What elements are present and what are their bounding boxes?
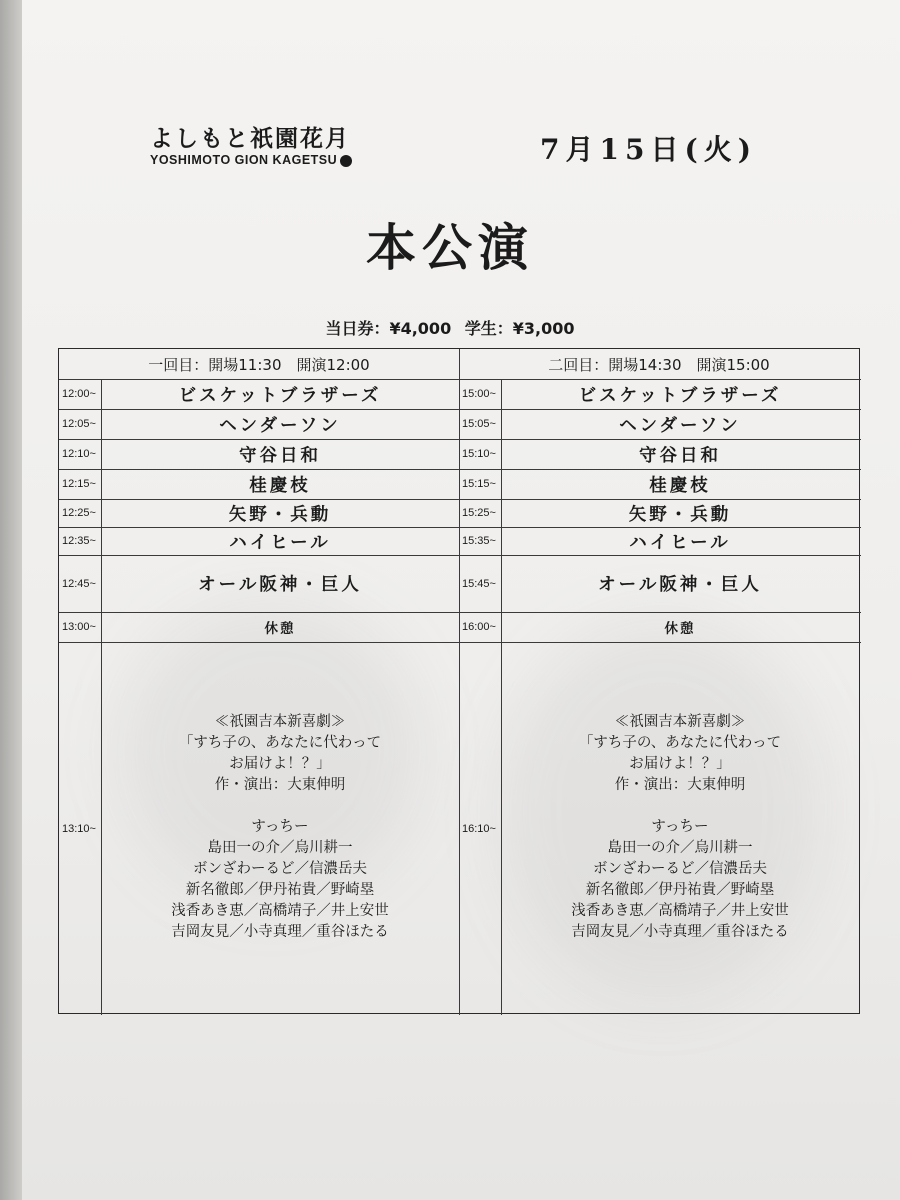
cast-line: 新名徹郎／伊丹祐貴／野崎塁 — [185, 882, 375, 898]
sheet-left-edge — [0, 0, 22, 1200]
cast-line: 吉岡友見／小寺真理／重谷ほたる — [571, 924, 789, 940]
time-slot: 13:00~ — [62, 621, 96, 633]
cast-line: 島田一の介／烏川耕一 — [207, 840, 353, 856]
cast-line: 浅香あき恵／高橋靖子／井上安世 — [171, 903, 389, 919]
time-slot: 15:35~ — [462, 535, 496, 547]
show-header: 一回目：開場11:30 開演12:00 — [148, 355, 370, 374]
time-slot: 15:15~ — [462, 478, 496, 490]
time-slot: 15:05~ — [462, 418, 496, 430]
performer-name: ビスケットブラザーズ — [178, 385, 382, 406]
time-slot: 12:15~ — [62, 478, 96, 490]
play-title: お届けよ！？」 — [629, 756, 731, 772]
break-label: 休憩 — [664, 621, 696, 637]
time-slot: 15:10~ — [462, 448, 496, 460]
spacer — [501, 796, 859, 817]
time-slot: 13:10~ — [62, 822, 96, 835]
performer-name: ハイヒール — [229, 532, 331, 553]
performer-name: 桂慶枝 — [649, 475, 711, 496]
time-slot: 16:00~ — [462, 621, 496, 633]
cast-line: ボンざわーるど／信濃岳夫 — [193, 861, 367, 877]
venue-logo-jp: よしもと祇園花月 — [150, 126, 350, 152]
cast-line: 浅香あき恵／高橋靖子／井上安世 — [571, 903, 789, 919]
time-slot: 16:10~ — [462, 822, 496, 835]
shinkigeki-block — [501, 712, 859, 943]
lead-actor: すっちー — [251, 819, 309, 835]
time-slot: 12:05~ — [62, 418, 96, 430]
play-title: お届けよ！？」 — [229, 756, 331, 772]
play-credit: 作・演出：大東伸明 — [614, 777, 746, 793]
break-label: 休憩 — [264, 621, 296, 637]
performer-name: ヘンダーソン — [219, 415, 341, 436]
performer-name: ハイヒール — [629, 532, 731, 553]
performer-name: 矢野・兵動 — [628, 504, 732, 525]
logo-mark-icon — [340, 155, 352, 167]
performance-date: 7月15日(火) — [540, 133, 757, 166]
show-header: 二回目：開場14:30 開演15:00 — [548, 355, 770, 374]
shinkigeki-block — [101, 712, 459, 943]
time-slot: 12:00~ — [62, 388, 96, 400]
shinkigeki-series: ≪祇園吉本新喜劇≫ — [214, 714, 346, 730]
cast-line: 吉岡友見／小寺真理／重谷ほたる — [171, 924, 389, 940]
performer-name: 矢野・兵動 — [228, 504, 332, 525]
schedule-table — [58, 348, 860, 1014]
venue-logo-en-text: YOSHIMOTO GION KAGETSU — [150, 153, 338, 167]
time-slot: 12:45~ — [62, 577, 96, 590]
time-slot: 15:25~ — [462, 507, 496, 519]
price-day: 当日券：¥4,000 — [325, 319, 452, 338]
time-slot: 12:25~ — [62, 507, 96, 519]
lead-actor: すっちー — [651, 819, 709, 835]
ticket-prices — [0, 316, 900, 339]
performer-name: ヘンダーソン — [619, 415, 741, 436]
time-slot: 15:45~ — [462, 577, 496, 590]
page-title: 本公演 — [366, 218, 534, 277]
venue-logo-en — [150, 153, 400, 167]
spacer — [101, 796, 459, 817]
time-slot: 15:00~ — [462, 388, 496, 400]
performer-name: 守谷日和 — [639, 445, 721, 466]
performer-name: オール阪神・巨人 — [598, 575, 762, 595]
play-title: 「すち子の、あなたに代わって — [178, 735, 382, 751]
performer-name: 守谷日和 — [239, 445, 321, 466]
play-credit: 作・演出：大東伸明 — [214, 777, 346, 793]
performer-name: 桂慶枝 — [249, 475, 311, 496]
performer-name: ビスケットブラザーズ — [578, 385, 782, 406]
cast-line: 島田一の介／烏川耕一 — [607, 840, 753, 856]
performer-name: オール阪神・巨人 — [198, 575, 362, 595]
time-slot: 12:35~ — [62, 535, 96, 547]
shinkigeki-series: ≪祇園吉本新喜劇≫ — [614, 714, 746, 730]
time-slot: 12:10~ — [62, 448, 96, 460]
play-title: 「すち子の、あなたに代わって — [578, 735, 782, 751]
price-student: 学生：¥3,000 — [464, 319, 575, 338]
venue-logo — [150, 120, 400, 167]
cast-line: ボンざわーるど／信濃岳夫 — [593, 861, 767, 877]
cast-line: 新名徹郎／伊丹祐貴／野崎塁 — [585, 882, 775, 898]
